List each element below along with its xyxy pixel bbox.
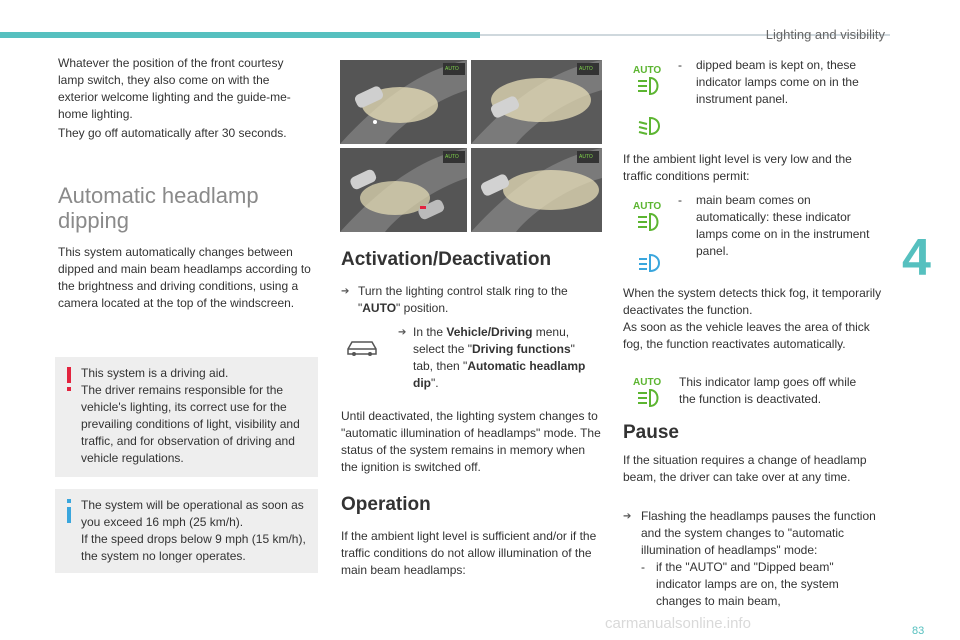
dipped-beam-text: dipped beam is kept on, these indicator lamps come on in the instrument panel. bbox=[696, 58, 859, 106]
dash-bullet: - bbox=[678, 193, 682, 207]
illustration-dipped-beam-follow bbox=[340, 148, 467, 232]
arrow-bullet-icon: ➔ bbox=[341, 286, 350, 297]
info-icon bbox=[67, 507, 71, 523]
illustration-main-beam-road bbox=[471, 148, 602, 232]
auto-main-indicator-label: AUTO bbox=[633, 201, 662, 212]
warning-text: This system is a driving aid. The driver remains responsible for the vehicle's lighting, its correct use for the prevailing conditions of light, visibility and traffic, and for observation of driving and vehicle regulations. bbox=[81, 366, 300, 465]
dash-bullet: - bbox=[678, 58, 682, 72]
illustration-main-beam-clear bbox=[471, 60, 602, 144]
illustration-auto-label: AUTO bbox=[579, 154, 593, 160]
warning-icon-dot bbox=[67, 387, 71, 391]
step2-text-c: " tab, then " bbox=[413, 342, 575, 373]
intro-paragraph-2: They go off automatically after 30 seconds. bbox=[58, 126, 287, 140]
main-beam-text: main beam comes on automatically: these indicator lamps come on in the instrument panel. bbox=[696, 193, 870, 258]
intro-paragraph-1: Whatever the position of the front courtesy lamp switch, they also come on with the exterior welcome lighting and the guide-me-home lighting. bbox=[58, 56, 291, 121]
step2-text-d: ". bbox=[431, 376, 439, 390]
auto-off-indicator-icon bbox=[632, 376, 666, 413]
car-settings-icon bbox=[345, 337, 379, 362]
illustration-auto-label: AUTO bbox=[445, 66, 459, 72]
heading-pause: Pause bbox=[623, 422, 679, 443]
heading-automatic-headlamp-dipping: Automatic headlamp dipping bbox=[58, 183, 259, 233]
watermark: carmanualsonline.info bbox=[605, 615, 751, 632]
heading-operation: Operation bbox=[341, 494, 431, 515]
auto-indicator-label: AUTO bbox=[633, 65, 662, 76]
header-accent-bar bbox=[0, 32, 480, 38]
chapter-number: 4 bbox=[902, 229, 931, 287]
auto-off-indicator-label: AUTO bbox=[633, 377, 662, 388]
step2-menu: Vehicle/Driving bbox=[446, 325, 533, 339]
step2-text-b: menu, select the " bbox=[413, 325, 570, 356]
pause-paragraph: If the situation requires a change of headlamp beam, the driver can take over at any time. bbox=[623, 453, 867, 484]
info-note bbox=[55, 489, 318, 573]
deactivation-paragraph: Until deactivated, the lighting system changes to "automatic illumination of headlamps" mode. The status of the system remains in memory when the ignition is switched off. bbox=[341, 409, 601, 474]
step1-text-a: Turn the lighting control stalk ring to the " bbox=[358, 284, 568, 315]
illustration-dipped-beam-oncoming bbox=[340, 60, 467, 144]
info-icon-dot bbox=[67, 499, 71, 503]
dipped-beam-indicator-icon bbox=[638, 116, 664, 141]
fog-text: When the system detects thick fog, it temporarily deactivates the function. As soon as the vehicle leaves the area of thick fog, the function reactivates automatically. bbox=[623, 286, 882, 351]
system-description: This system automatically changes between dipped and main beam headlamps according to the brightness and driving conditions, using a camera located at the top of the windscreen. bbox=[58, 245, 311, 310]
illustration-auto-label: AUTO bbox=[579, 66, 593, 72]
activation-step-1 bbox=[358, 283, 598, 317]
illustration-auto-label: AUTO bbox=[445, 154, 459, 160]
step1-auto: AUTO bbox=[362, 301, 397, 315]
section-title: Lighting and visibility bbox=[765, 27, 885, 42]
auto-dipped-sub-text: if the "AUTO" and "Dipped beam" indicator lamps are on, the system changes to main beam, bbox=[656, 560, 839, 608]
step2-tab: Driving functions bbox=[471, 342, 571, 356]
arrow-bullet-icon: ➔ bbox=[623, 511, 632, 522]
arrow-bullet-icon: ➔ bbox=[398, 327, 407, 338]
step1-text-b: " position. bbox=[396, 301, 449, 315]
flash-headlamps-text: Flashing the headlamps pauses the function and the system changes to "automatic illumination of headlamps" mode: bbox=[641, 509, 876, 557]
warning-note bbox=[55, 357, 318, 477]
step2-option: Automatic headlamp dip bbox=[413, 359, 586, 390]
auto-indicator-icon bbox=[632, 64, 666, 101]
heading-activation-deactivation: Activation/Deactivation bbox=[341, 249, 552, 270]
step2-text-a: In the bbox=[413, 325, 447, 339]
activation-step-2 bbox=[413, 324, 598, 392]
dash-bullet: - bbox=[641, 560, 645, 574]
auto-main-beam-indicator-icon bbox=[632, 200, 666, 237]
warning-icon bbox=[67, 367, 71, 383]
info-text: The system will be operational as soon as you exceed 16 mph (25 km/h). If the speed drops below 9 mph (15 km/h), the system no longer operates. bbox=[81, 498, 306, 563]
page-number: 83 bbox=[912, 625, 925, 637]
very-low-light-text: If the ambient light level is very low and the traffic conditions permit: bbox=[623, 152, 852, 183]
main-beam-indicator-icon bbox=[638, 253, 664, 278]
lamp-off-text: This indicator lamp goes off while the function is deactivated. bbox=[679, 375, 857, 406]
operation-paragraph: If the ambient light level is sufficient and/or if the traffic conditions do not allow illumination of the main beam headlamps: bbox=[341, 529, 597, 577]
